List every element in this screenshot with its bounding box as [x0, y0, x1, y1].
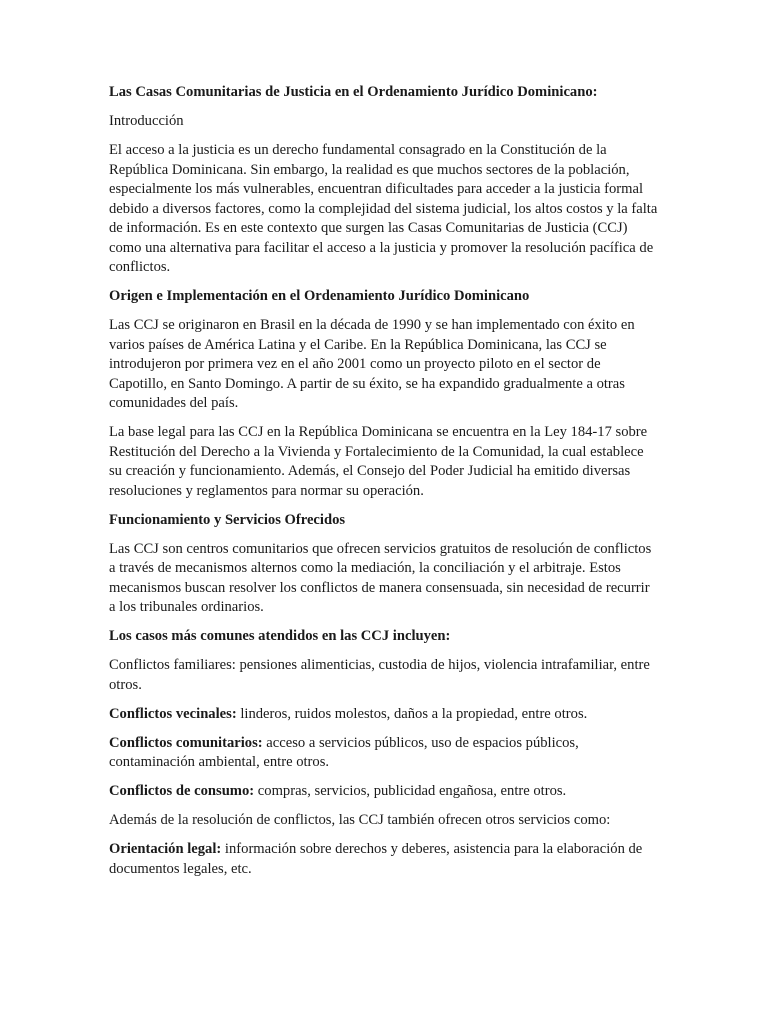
case-neighbor [109, 705, 659, 725]
cases-heading: Los casos más comunes atendidos en las CCJ incluyen: [109, 628, 451, 644]
document-page [109, 83, 659, 889]
services-intro: Además de la resolución de conflictos, las CCJ también ofrecen otros servicios como: [109, 812, 611, 828]
intro-heading: Introducción [109, 113, 184, 129]
service-legal [109, 840, 659, 879]
case-neighbor-text: linderos, ruidos molestos, daños a la propiedad, entre otros. [236, 705, 588, 722]
origin-paragraph-1: Las CCJ se originaron en Brasil en la década de 1990 y se han implementado con éxito en varios países de América Latina y el Caribe. En la República Dominicana, las CCJ se introdujeron por primera vez en el año 2001 como un proyecto piloto en el sector de Capotillo, en Santo Domingo. A partir de su éxito, se ha expandido gradualmente a otras comunidades del país. [109, 317, 635, 411]
case-consumer [109, 782, 659, 802]
intro-paragraph: El acceso a la justicia es un derecho fundamental consagrado en la Constitución de la República Dominicana. Sin embargo, la realidad es que muchos sectores de la población, especialmente los más vulnerables, encuentran dificultades para acceder a la justicia formal debido a diversos factores, como la complejidad del sistema judicial, los altos costos y la falta de información. Es en este contexto que surgen las Casas Comunitarias de Justicia (CCJ) como una alternativa para facilitar el acceso a la justicia y promover la resolución pacífica de conflictos. [109, 142, 658, 275]
case-consumer-label: Conflictos de consumo: [109, 783, 255, 799]
functioning-paragraph: Las CCJ son centros comunitarios que ofrecen servicios gratuitos de resolución de conflictos a través de mecanismos alternos como la mediación, la conciliación y el arbitraje. Estos mecanismos buscan resolver los conflictos de manera consensuada, sin necesidad de recurrir a los tribunales ordinarios. [109, 540, 652, 615]
origin-paragraph-2: La base legal para las CCJ en la República Dominicana se encuentra en la Ley 184-17 sobre Restitución del Derecho a la Vivienda y Fortalecimiento de la Comunidad, la cual establece su creación y funcionamiento. Además, el Consejo del Poder Judicial ha emitido diversas resoluciones y reglamentos para normar su operación. [109, 424, 648, 499]
case-consumer-text: compras, servicios, publicidad engañosa, entre otros. [254, 783, 567, 799]
service-legal-label: Orientación legal: [109, 841, 222, 857]
case-community-text: acceso a servicios públicos, uso de espacios públicos, contaminación ambiental, entre otros. [109, 734, 579, 770]
case-community [109, 734, 659, 773]
case-neighbor-label: Conflictos vecinales: [109, 705, 237, 722]
service-legal-text: información sobre derechos y deberes, asistencia para la elaboración de documentos legales, etc. [109, 841, 643, 877]
case-family: Conflictos familiares: pensiones alimenticias, custodia de hijos, violencia intrafamiliar, entre otros. [109, 657, 650, 693]
functioning-heading: Funcionamiento y Servicios Ofrecidos [109, 511, 346, 528]
case-community-label: Conflictos comunitarios: [109, 734, 263, 751]
document-title: Las Casas Comunitarias de Justicia en el Ordenamiento Jurídico Dominicano: [109, 84, 598, 100]
origin-heading: Origen e Implementación en el Ordenamiento Jurídico Dominicano [109, 288, 530, 304]
